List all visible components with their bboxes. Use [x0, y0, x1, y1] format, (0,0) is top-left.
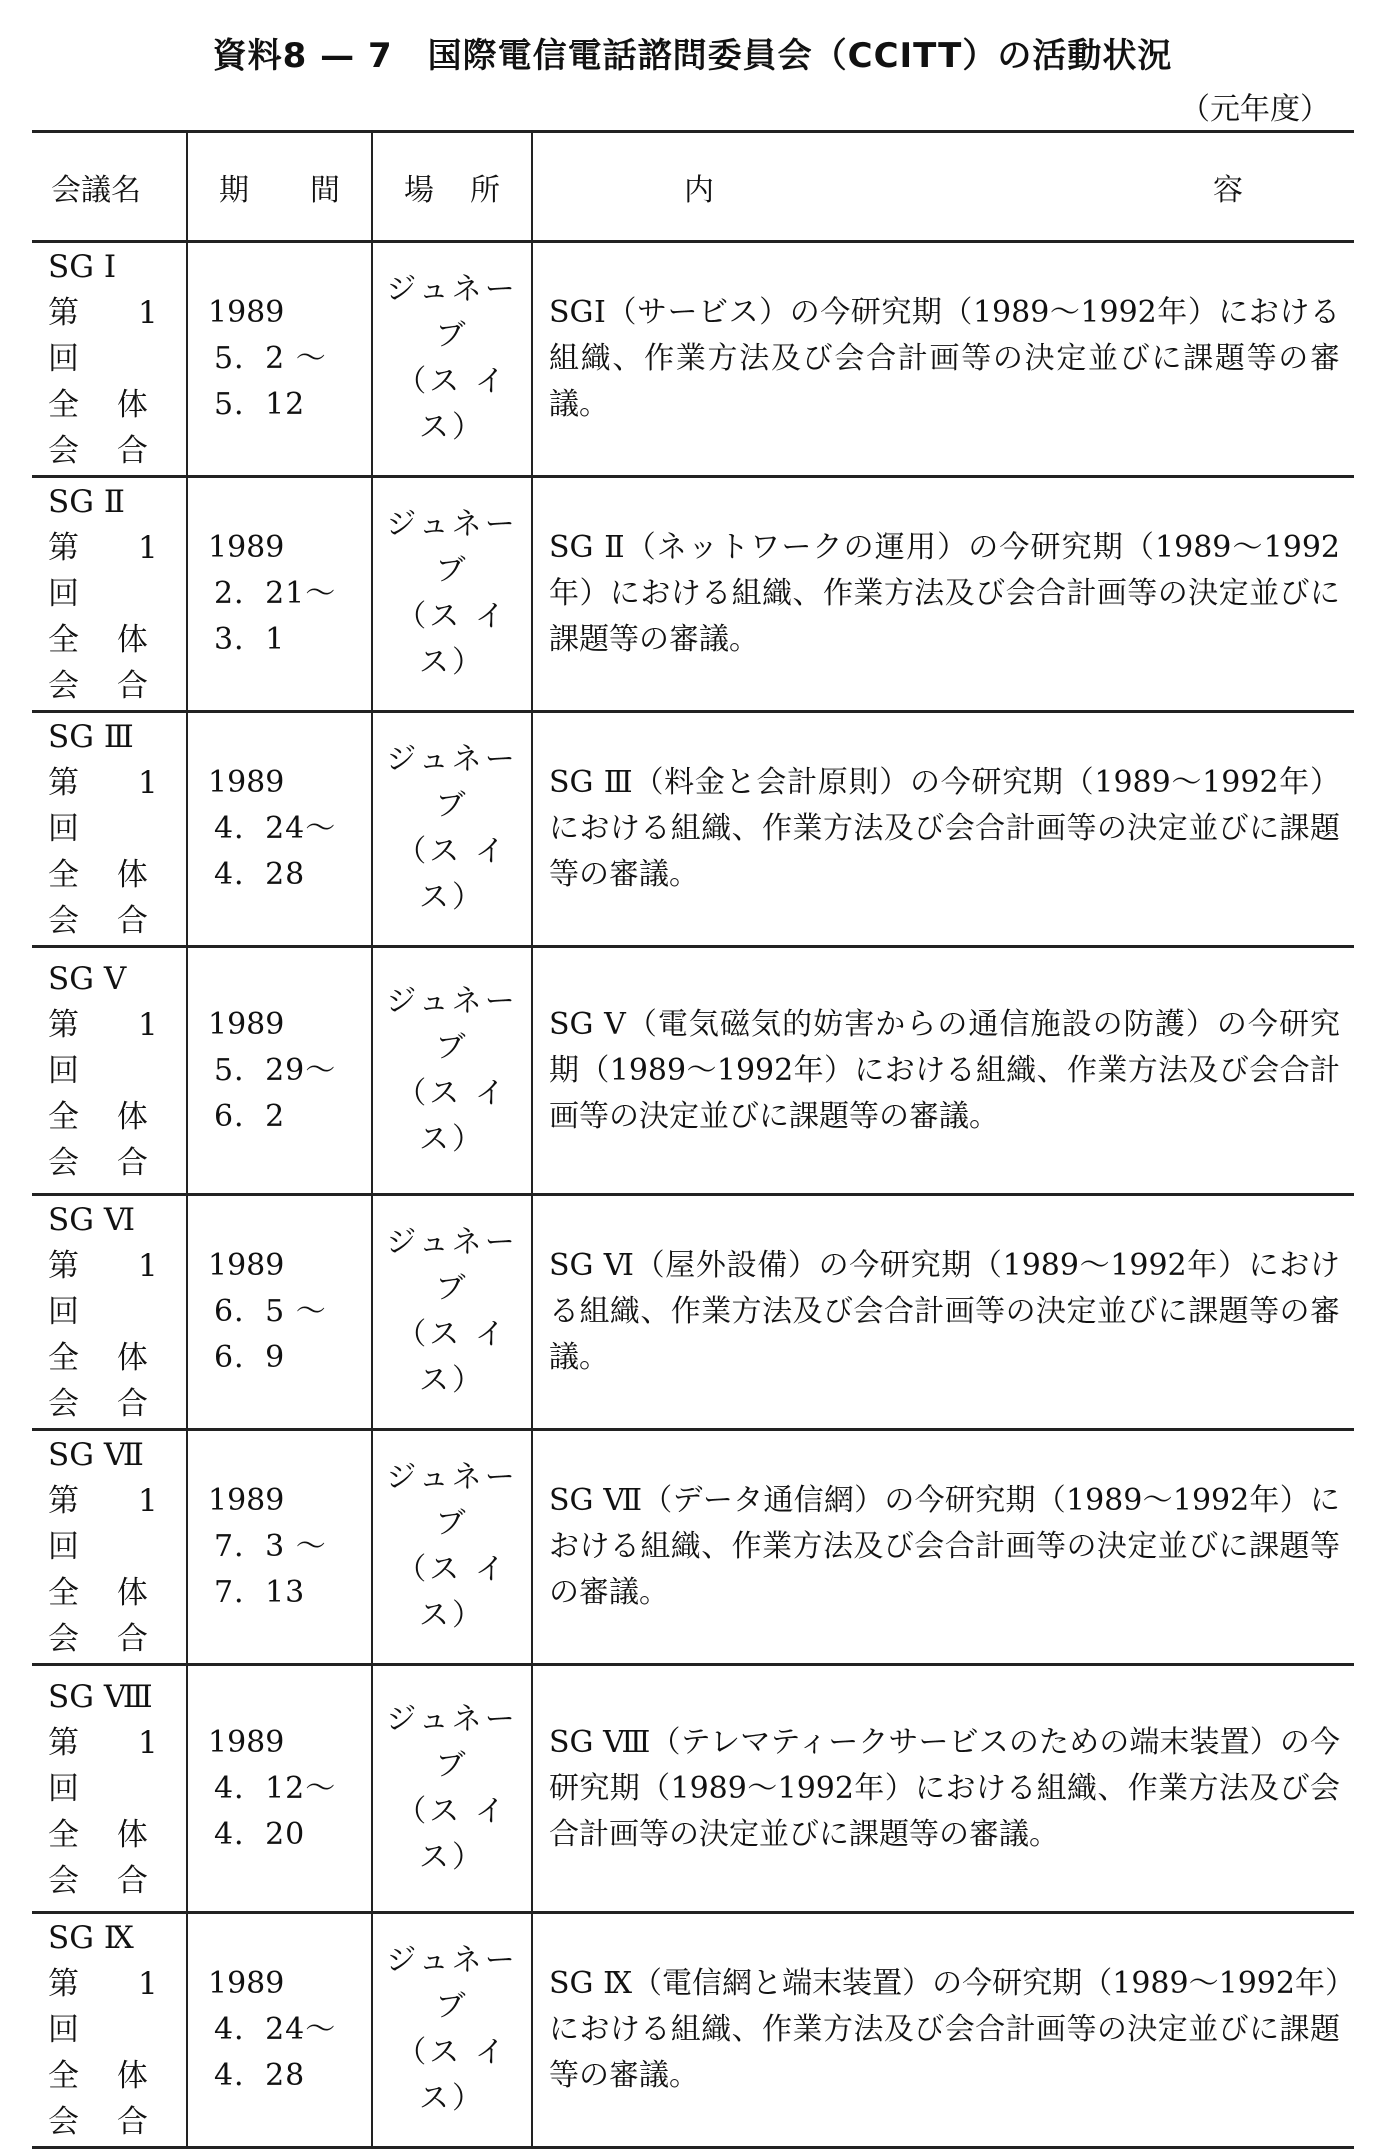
table-row — [32, 1913, 1354, 2148]
table-body — [32, 242, 1354, 2148]
table-row — [32, 1195, 1354, 1430]
meeting-number: 第 1 回 — [48, 1483, 217, 1565]
meeting-number: 第 1 回 — [48, 1966, 217, 2048]
header-content-char-1: 内 — [684, 172, 714, 208]
content-cell: SG Ⅲ（料金と会計原則）の今研究期（1989～1992年）における組織、作業方法及び会合計画等の決定並びに課題等の審議。 — [532, 712, 1354, 947]
study-group-label: SG Ⅶ — [48, 1437, 144, 1473]
place-country: （ス イ ス） — [396, 834, 508, 915]
fiscal-year-note: （元年度） — [1180, 92, 1330, 127]
header-period — [187, 132, 372, 242]
study-group-label: SG Ⅵ — [48, 1202, 136, 1238]
study-group-label: SG Ⅱ — [48, 484, 125, 520]
place-city: ジュネーブ — [386, 272, 518, 353]
period-cell — [187, 947, 372, 1195]
meeting-number: 第 1 回 — [48, 1724, 217, 1807]
header-place — [372, 132, 532, 242]
place-cell — [372, 1665, 532, 1913]
meeting-type: 全 体 会 合 — [48, 1098, 162, 1181]
period-cell — [187, 477, 372, 712]
place-city: ジュネーブ — [386, 1943, 518, 2024]
header-period-char-2: 間 — [310, 172, 340, 208]
meeting-type: 全 体 会 合 — [48, 2058, 162, 2140]
place-country: （ス イ ス） — [396, 599, 508, 680]
place-city: ジュネーブ — [386, 1460, 518, 1541]
place-cell — [372, 477, 532, 712]
study-group-label: SG Ⅴ — [48, 960, 127, 997]
meeting-type: 全 体 会 合 — [48, 857, 162, 939]
meeting-number: 第 1 回 — [48, 530, 217, 612]
period-cell — [187, 712, 372, 947]
meeting-name-cell — [32, 477, 217, 712]
period-dates: 2．21～ 3．1 — [214, 576, 337, 657]
place-country: （ス イ ス） — [396, 2035, 508, 2116]
content-cell: SG Ⅸ（電信網と端末装置）の今研究期（1989～1992年）における組織、作業方法及び会合計画等の決定並びに課題等の審議。 — [532, 1913, 1354, 2148]
table-row — [32, 242, 1354, 477]
place-cell — [372, 1430, 532, 1665]
study-group-label: SG Ⅰ — [48, 249, 117, 285]
meeting-type: 全 体 会 合 — [48, 387, 162, 469]
meeting-number: 第 1 回 — [48, 765, 217, 847]
meeting-number: 第 1 回 — [48, 1006, 217, 1089]
table-row — [32, 1430, 1354, 1665]
meeting-name-cell — [32, 1913, 217, 2148]
period-dates: 7．3 ～ 7．13 — [214, 1529, 327, 1610]
header-period-char-1: 期 — [219, 172, 249, 208]
period-dates: 4．24～ 4．28 — [214, 811, 337, 892]
meeting-type: 全 体 会 合 — [48, 1816, 162, 1899]
content-cell: SG Ⅱ（ネットワークの運用）の今研究期（1989～1992年）における組織、作業方法及び会合計画等の決定並びに課題等の審議。 — [532, 477, 1354, 712]
content-cell: SGⅠ（サービス）の今研究期（1989～1992年）における組織、作業方法及び会合計画等の決定並びに課題等の審議。 — [532, 242, 1354, 477]
period-cell — [187, 1195, 372, 1430]
table-row — [32, 947, 1354, 1195]
period-dates: 5．2 ～ 5．12 — [214, 341, 327, 422]
content-cell: SG Ⅵ（屋外設備）の今研究期（1989～1992年）における組織、作業方法及び会合計画等の決定並びに課題等の審議。 — [532, 1195, 1354, 1430]
meeting-number: 第 1 回 — [48, 1248, 217, 1330]
meeting-type: 全 体 会 合 — [48, 622, 162, 704]
place-city: ジュネーブ — [386, 507, 518, 588]
header-row — [32, 132, 1354, 242]
meeting-type: 全 体 会 合 — [48, 1575, 162, 1657]
meeting-number: 第 1 回 — [48, 295, 217, 377]
header-content — [532, 132, 1354, 242]
header-meeting-name-label: 会議名 — [51, 172, 141, 208]
meeting-name-cell — [32, 1665, 217, 1913]
meeting-name-cell — [32, 712, 217, 947]
period-dates: 6．5 ～ 6．9 — [214, 1294, 327, 1375]
content-cell: SG Ⅶ（データ通信網）の今研究期（1989～1992年）における組織、作業方法及び会合計画等の決定並びに課題等の審議。 — [532, 1430, 1354, 1665]
period-year: 1989 — [208, 1483, 285, 1518]
place-cell — [372, 1195, 532, 1430]
period-dates: 4．24～ 4．28 — [214, 2012, 337, 2093]
period-year: 1989 — [208, 530, 285, 565]
table-row — [32, 712, 1354, 947]
period-year: 1989 — [208, 765, 285, 800]
place-city: ジュネーブ — [386, 983, 518, 1065]
period-cell — [187, 1913, 372, 2148]
study-group-label: SG Ⅷ — [48, 1678, 153, 1715]
period-cell — [187, 1665, 372, 1913]
place-city: ジュネーブ — [386, 742, 518, 823]
study-group-label: SG Ⅸ — [48, 1920, 134, 1956]
period-year: 1989 — [208, 1248, 285, 1283]
meeting-type: 全 体 会 合 — [48, 1340, 162, 1422]
period-dates: 5．29～ 6．2 — [214, 1052, 337, 1134]
period-year: 1989 — [208, 295, 285, 330]
header-content-char-2: 容 — [1213, 172, 1243, 208]
period-cell — [187, 242, 372, 477]
place-cell — [372, 947, 532, 1195]
period-year: 1989 — [208, 1006, 285, 1042]
content-cell: SG Ⅷ（テレマティークサービスのための端末装置）の今研究期（1989～1992年）における組織、作業方法及び会合計画等の決定並びに課題等の審議。 — [532, 1665, 1354, 1913]
header-meeting-name — [32, 132, 187, 242]
place-country: （ス イ ス） — [396, 1075, 508, 1157]
table-row — [32, 1665, 1354, 1913]
meeting-name-cell — [32, 947, 217, 1195]
period-dates: 4．12～ 4．20 — [214, 1770, 337, 1852]
table-row — [32, 477, 1354, 712]
period-cell — [187, 1430, 372, 1665]
place-city: ジュネーブ — [386, 1701, 518, 1783]
place-country: （ス イ ス） — [396, 1793, 508, 1875]
meeting-name-cell — [32, 242, 217, 477]
period-year: 1989 — [208, 1724, 285, 1760]
meeting-name-cell — [32, 1195, 217, 1430]
place-cell — [372, 712, 532, 947]
ccitt-activity-table — [32, 130, 1354, 2149]
header-place-char-2: 所 — [470, 172, 500, 208]
place-country: （ス イ ス） — [396, 1552, 508, 1633]
page-title: 資料8 — 7 国際電信電話諮問委員会（CCITT）の活動状況 — [212, 36, 1173, 76]
place-city: ジュネーブ — [386, 1225, 518, 1306]
place-cell — [372, 1913, 532, 2148]
study-group-label: SG Ⅲ — [48, 719, 134, 755]
content-cell: SG Ⅴ（電気磁気的妨害からの通信施設の防護）の今研究期（1989～1992年）における組織、作業方法及び会合計画等の決定並びに課題等の審議。 — [532, 947, 1354, 1195]
place-country: （ス イ ス） — [396, 364, 508, 445]
header-place-char-1: 場 — [404, 172, 434, 208]
period-year: 1989 — [208, 1966, 285, 2001]
meeting-name-cell — [32, 1430, 217, 1665]
place-country: （ス イ ス） — [396, 1317, 508, 1398]
place-cell — [372, 242, 532, 477]
